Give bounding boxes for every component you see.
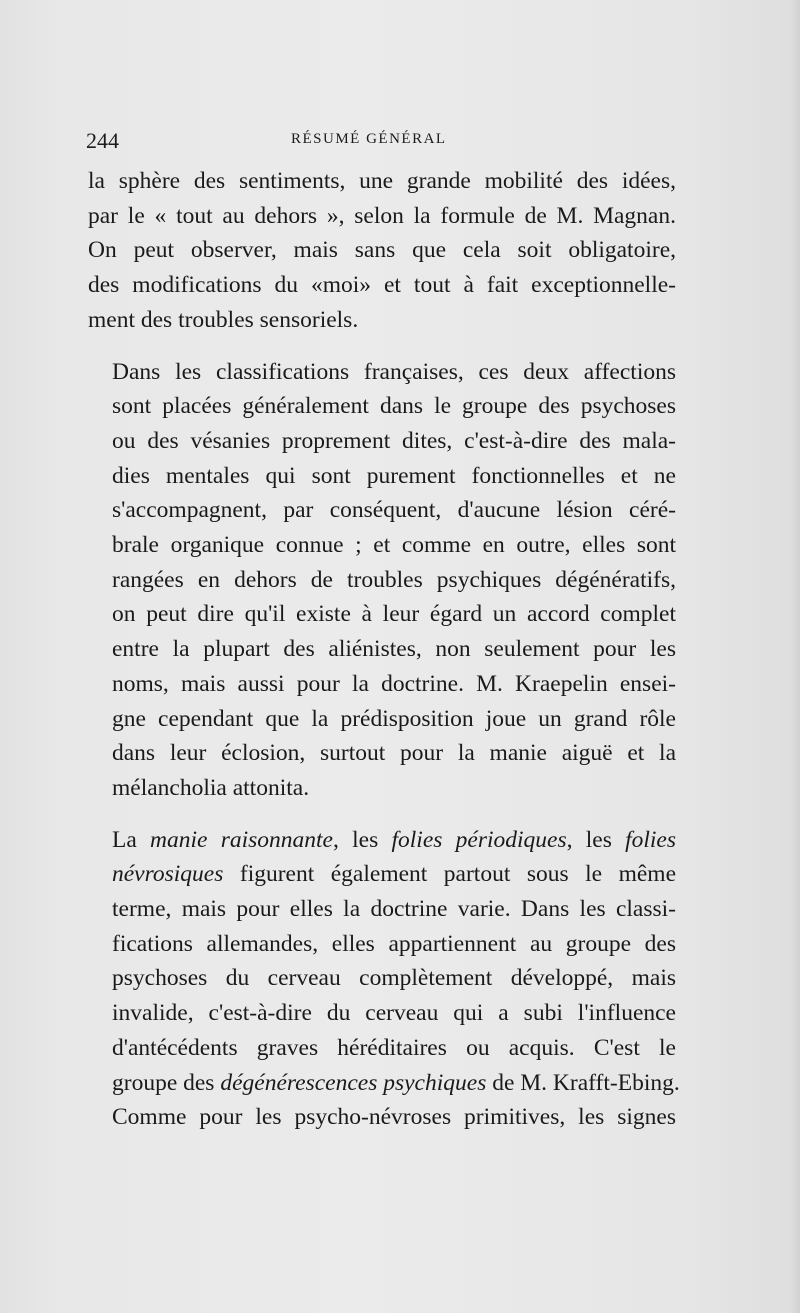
italic-term: folies bbox=[625, 826, 677, 853]
text-run: La bbox=[112, 826, 151, 853]
text-run: de M. Krafft-Ebing. bbox=[486, 1069, 680, 1096]
text-line: on peut dire qu'il existe à leur égard un accord complet bbox=[112, 601, 676, 628]
text-line bbox=[88, 823, 676, 858]
text-line: brale organique connue ; et comme en outre, elles sont bbox=[112, 532, 676, 559]
running-header bbox=[86, 128, 678, 158]
text-line: dans leur éclosion, surtout pour la manie aiguë et la bbox=[112, 740, 676, 767]
italic-term: folies périodiques bbox=[391, 826, 567, 853]
text-run: , les bbox=[566, 826, 626, 853]
page-number: 244 bbox=[86, 128, 119, 153]
text-line bbox=[88, 857, 676, 892]
text-line: gne cependant que la prédisposition joue un grand rôle bbox=[112, 705, 676, 732]
text-run: groupe des bbox=[112, 1069, 221, 1096]
text-line: sont placées généralement dans le groupe des psychoses bbox=[112, 393, 676, 420]
text-run: , les bbox=[333, 826, 392, 853]
text-line: fications allemandes, elles appartiennent au groupe des bbox=[112, 930, 676, 957]
text-line: d'antécédents graves héréditaires ou acquis. C'est le bbox=[112, 1034, 676, 1061]
text-line: par le « tout au dehors », selon la formule de M. Magnan. bbox=[88, 202, 676, 229]
paragraph-1 bbox=[88, 164, 676, 338]
text-line: s'accompagnent, par conséquent, d'aucune lésion céré- bbox=[112, 497, 676, 524]
text-line: entre la plupart des aliénistes, non seulement pour les bbox=[112, 636, 676, 663]
paragraph-3 bbox=[88, 823, 680, 1135]
italic-term: dégénérescences psychiques bbox=[220, 1069, 487, 1096]
text-line: invalide, c'est-à-dire du cerveau qui a subi l'influence bbox=[112, 1000, 676, 1027]
text-line: Dans les classifications françaises, ces deux affections bbox=[112, 358, 676, 385]
text-line: On peut observer, mais sans que cela soit obligatoire, bbox=[88, 237, 676, 264]
italic-term: manie raisonnante bbox=[150, 826, 333, 853]
italic-term: névrosiques bbox=[112, 861, 224, 888]
text-line: rangées en dehors de troubles psychiques dégénératifs, bbox=[112, 566, 676, 593]
running-title: RÉSUMÉ GÉNÉRAL bbox=[291, 131, 447, 147]
paragraph-2 bbox=[88, 355, 676, 806]
text-line: terme, mais pour elles la doctrine varie. Dans les classi- bbox=[112, 896, 676, 923]
text-line bbox=[88, 1066, 680, 1101]
text-line: ou des vésanies proprement dites, c'est-à-dire des mala- bbox=[112, 427, 676, 454]
text-line: la sphère des sentiments, une grande mobilité des idées, bbox=[88, 168, 676, 194]
text-line: noms, mais aussi pour la doctrine. M. Kraepelin ensei- bbox=[112, 670, 676, 697]
text-line: dies mentales qui sont purement fonctionnelles et ne bbox=[112, 462, 676, 489]
body-text bbox=[88, 164, 680, 1135]
text-line: ment des troubles sensoriels. bbox=[88, 306, 359, 333]
text-run: figurent également partout sous le même bbox=[223, 861, 676, 888]
text-line: mélancholia attonita. bbox=[112, 774, 310, 801]
text-line: psychoses du cerveau complètement développé, mais bbox=[112, 965, 676, 992]
text-line: des modifications du «moi» et tout à fait exceptionnelle- bbox=[88, 272, 676, 299]
page-edge-shadow bbox=[790, 0, 800, 1313]
text-line: Comme pour les psycho-névroses primitives, les signes bbox=[112, 1104, 676, 1131]
